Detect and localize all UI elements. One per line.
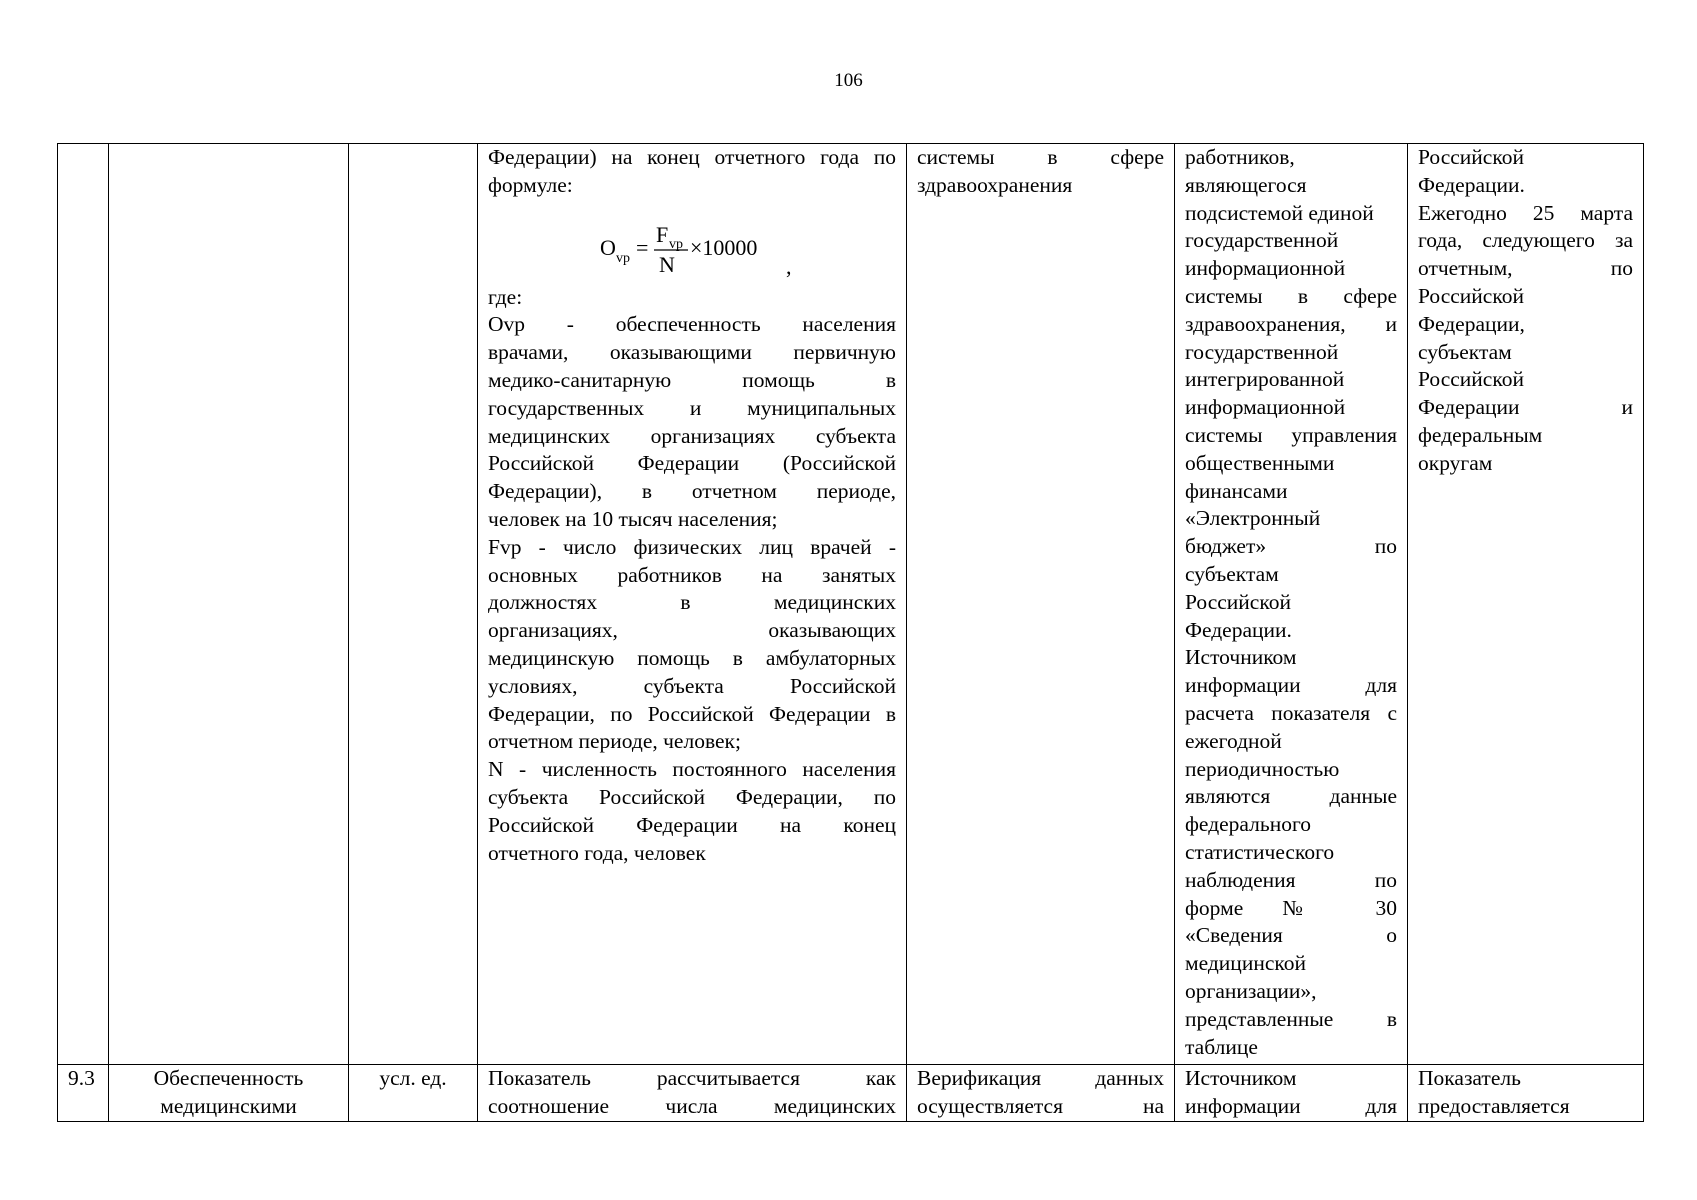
text-line: работников, — [1185, 145, 1295, 169]
text-line: Источником — [1185, 1066, 1297, 1090]
text-line: организациях, оказывающих — [488, 618, 896, 643]
page-number: 106 — [834, 70, 863, 91]
text-line: здравоохранения — [917, 172, 1073, 197]
text-line: Российской — [1418, 145, 1524, 169]
cell-data-source — [1175, 1065, 1408, 1122]
formula-numerator: F — [656, 221, 669, 247]
text-line: соотношение числа медицинских — [488, 1093, 896, 1118]
table-row — [58, 1065, 1644, 1122]
text-line: где: — [488, 284, 523, 309]
text-line: системы управления — [1185, 422, 1397, 447]
text-line: ежегодной — [1185, 728, 1282, 753]
cell-provision-terms — [1408, 1065, 1644, 1122]
cell-data-source — [1175, 144, 1408, 1065]
unit-label: усл. ед. — [379, 1066, 447, 1090]
text-line: Федерации), в отчетном периоде, — [488, 479, 896, 504]
cell-calculation-method — [478, 1065, 907, 1122]
text-line: наблюдения по — [1185, 867, 1397, 892]
cell-calculation-method — [478, 144, 907, 1065]
cell-number — [58, 144, 109, 1065]
text-line: Федерации. — [1418, 172, 1525, 197]
text-line: года, следующего за — [1418, 228, 1633, 253]
text-line: округам — [1418, 450, 1493, 475]
text-line: отчетном периоде, человек; — [488, 729, 741, 754]
cell-provision-terms — [1408, 144, 1644, 1065]
text-line: человек на 10 тысяч населения; — [488, 506, 778, 531]
text-line: форме № 30 — [1185, 895, 1397, 920]
cell-number — [58, 1065, 109, 1122]
text-line: «Сведения о — [1185, 923, 1397, 948]
text-line: медицинскую помощь в амбулаторных — [488, 645, 896, 670]
text-line: таблице — [1185, 1034, 1258, 1059]
cell-unit — [349, 1065, 478, 1122]
text-line: медицинских организациях субъекта — [488, 423, 896, 448]
cell-verification — [907, 1065, 1175, 1122]
text-line: должностях в медицинских — [488, 590, 896, 615]
text-line: Ежегодно 25 марта — [1418, 200, 1633, 225]
text-line: Российской Федерации (Российской — [488, 451, 896, 476]
cell-indicator-name — [109, 144, 349, 1065]
text-line: федеральным — [1418, 422, 1543, 447]
text-line: статистического — [1185, 839, 1335, 864]
text-line: являются данные — [1185, 784, 1397, 809]
formula-denominator: N — [659, 251, 675, 277]
cell-indicator-name — [109, 1065, 349, 1122]
text-line: медико-санитарную помощь в — [488, 367, 896, 392]
formula-eq: = — [636, 234, 649, 260]
text-line: Fvp - число физических лиц врачей - — [488, 534, 896, 559]
text-line: информации для — [1185, 673, 1397, 698]
verification-text — [917, 144, 1164, 200]
text-line: системы в сфере — [1185, 283, 1397, 308]
text-line: Федерации. — [1185, 617, 1292, 642]
text-line: организации», — [1185, 978, 1317, 1003]
provision-text — [1418, 144, 1633, 478]
indicator-table — [57, 143, 1644, 1122]
text-line: субъекта Российской Федерации, по — [488, 784, 896, 809]
text-line: осуществляется на — [917, 1093, 1164, 1118]
text-line: Федерации и — [1418, 395, 1633, 420]
text-line: Федерации, — [1418, 311, 1525, 336]
text-line: Федерации) на конец отчетного года по — [488, 145, 896, 169]
text-line: медицинскими — [160, 1093, 297, 1118]
text-line: Российской Федерации на конец — [488, 812, 896, 837]
text-line: государственной — [1185, 339, 1339, 364]
text-line: основных работников на занятых — [488, 562, 896, 587]
source-text — [1185, 144, 1397, 1061]
text-line: Федерации, по Российской Федерации в — [488, 701, 896, 726]
row-number: 9.3 — [68, 1066, 95, 1090]
text-line: Источником — [1185, 645, 1297, 670]
text-line: Российской — [1418, 367, 1524, 392]
text-line: общественными — [1185, 450, 1335, 475]
text-line: государственной — [1185, 228, 1339, 253]
text-line: медицинской — [1185, 951, 1306, 976]
formula-comma: , — [786, 253, 792, 279]
text-line: субъектам — [1185, 561, 1279, 586]
text-line: периодичностью — [1185, 756, 1340, 781]
text-line: Обеспеченность — [153, 1066, 304, 1090]
text-line: Верификация данных — [917, 1066, 1164, 1090]
text-line: интегрированной — [1185, 367, 1345, 392]
text-line: государственных и муниципальных — [488, 395, 896, 420]
text-line: предоставляется — [1418, 1093, 1570, 1118]
text-line: системы в сфере — [917, 145, 1164, 169]
text-line: федерального — [1185, 812, 1311, 837]
cell-verification — [907, 144, 1175, 1065]
formula-numerator-sub: vp — [669, 236, 683, 252]
formula — [488, 200, 896, 284]
table-row — [58, 144, 1644, 1065]
text-line: Показатель — [1418, 1066, 1521, 1090]
text-line: Российской — [1185, 589, 1291, 614]
text-line: Ovp - обеспеченность населения — [488, 312, 896, 337]
text-line: условиях, субъекта Российской — [488, 673, 896, 698]
text-line: информационной — [1185, 395, 1346, 420]
text-line: врачами, оказывающими первичную — [488, 340, 896, 365]
text-line: субъектам — [1418, 339, 1512, 364]
text-line: расчета показателя с — [1185, 700, 1397, 725]
cell-unit — [349, 144, 478, 1065]
formula-lhs: O — [600, 234, 616, 260]
method-definitions — [488, 311, 896, 867]
text-line: отчетным, по — [1418, 256, 1633, 281]
text-line: «Электронный — [1185, 506, 1321, 531]
text-line: отчетного года, человек — [488, 840, 706, 865]
text-line: являющегося — [1185, 172, 1307, 197]
text-line: подсистемой единой — [1185, 200, 1374, 225]
text-line: бюджет» по — [1185, 534, 1397, 559]
text-line: Показатель рассчитывается как — [488, 1066, 896, 1090]
text-line: N - численность постоянного населения — [488, 757, 896, 782]
text-line: представленные в — [1185, 1006, 1397, 1031]
text-line: здравоохранения, и — [1185, 311, 1397, 336]
text-line: информации для — [1185, 1093, 1397, 1118]
text-line: финансами — [1185, 478, 1288, 503]
formula-multiplier: ×10000 — [690, 234, 758, 260]
formula-lhs-sub: vp — [616, 250, 630, 266]
text-line: Российской — [1418, 283, 1524, 308]
text-line: формуле: — [488, 172, 573, 197]
text-line: информационной — [1185, 256, 1346, 281]
